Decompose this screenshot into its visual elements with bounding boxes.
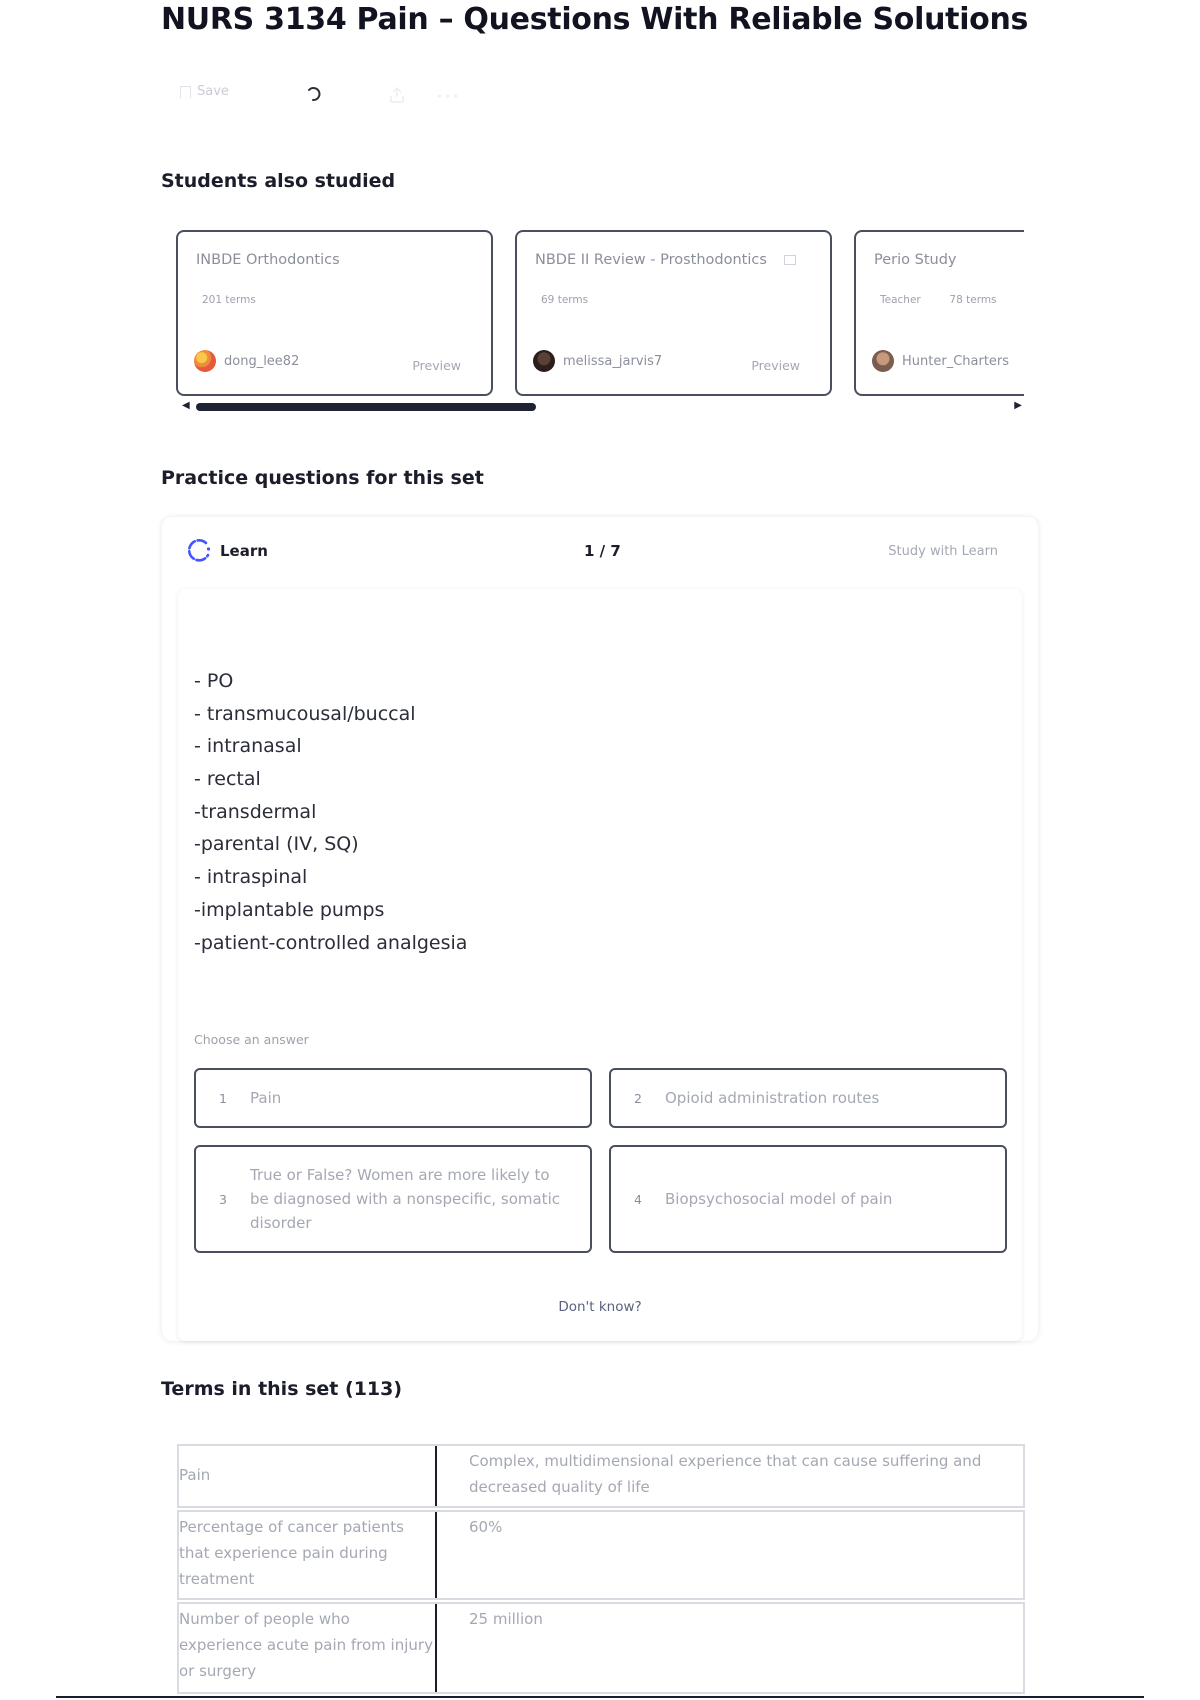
learn-mode-label: Learn [220,542,268,560]
answer-option-4[interactable] [609,1145,1007,1253]
preview-button[interactable]: Preview [751,358,800,373]
author-name: dong_lee82 [224,353,300,369]
term-row [177,1510,1025,1600]
learn-panel [162,517,1038,1341]
question-prompt [194,665,467,959]
badge-icon [784,255,796,265]
term-divider [435,1604,437,1692]
prompt-line: - transmucousal/buccal [194,702,416,725]
dont-know-button[interactable]: Don't know? [558,1299,642,1315]
bookmark-icon [180,86,191,98]
save-label: Save [197,84,229,99]
answer-number: 1 [219,1090,227,1106]
answer-option-1[interactable] [194,1068,592,1128]
copy-button[interactable] [306,86,322,102]
save-button[interactable] [180,84,229,99]
share-icon [388,86,406,104]
card-term-count: 201 terms [202,294,256,306]
prompt-line: -parental (IV, SQ) [194,833,359,856]
card-title-text: NBDE II Review - Prosthodontics [535,252,767,268]
term-word: Percentage of cancer patients that experience pain during treatment [179,1518,404,1588]
avatar [872,350,894,372]
answer-option-3[interactable] [194,1145,592,1253]
section-heading-related: Students also studied [161,170,396,192]
divider [56,1696,1144,1698]
choose-answer-label: Choose an answer [194,1032,309,1047]
terms-table [177,1444,1025,1696]
avatar [194,350,216,372]
card-author-role: Teacher [880,294,921,306]
term-row [177,1444,1025,1508]
answer-number: 2 [634,1090,642,1106]
answer-text: Pain [250,1089,282,1107]
prompt-line: - intranasal [194,735,302,758]
term-word: Number of people who experience acute pain from injury or surgery [179,1610,433,1680]
preview-button[interactable]: Preview [412,358,461,373]
prompt-line: - intraspinal [194,866,308,889]
related-sets-carousel[interactable] [176,230,1024,416]
answer-text: Biopsychosocial model of pain [665,1190,893,1208]
section-heading-practice: Practice questions for this set [161,467,484,489]
card-title [535,252,796,268]
term-definition: 60% [469,1518,503,1536]
term-definition: Complex, multidimensional experience that can cause suffering and decreased quality of life [469,1452,982,1496]
prompt-line: -patient-controlled analgesia [194,931,468,954]
prompt-line: - rectal [194,768,261,791]
card-author[interactable] [194,350,299,372]
more-icon: ••• [436,90,461,104]
card-title: INBDE Orthodontics [196,252,340,268]
author-name: melissa_jarvis7 [563,353,663,369]
term-divider [435,1446,437,1506]
related-set-card[interactable] [854,230,1024,396]
answer-text: Opioid administration routes [665,1089,880,1107]
share-button[interactable] [388,86,406,104]
card-author[interactable] [872,350,1009,372]
term-row [177,1602,1025,1694]
prompt-line: -transdermal [194,800,317,823]
section-heading-terms: Terms in this set (113) [161,1378,403,1400]
scroll-right-icon[interactable]: ▶ [1014,400,1022,411]
prompt-line: - PO [194,670,234,692]
study-with-learn-link[interactable]: Study with Learn [888,544,998,559]
question-counter: 1 / 7 [584,542,621,560]
more-button[interactable] [436,90,460,104]
page-title: NURS 3134 Pain – Questions With Reliable Solutions [161,2,1029,37]
related-set-card[interactable] [515,230,832,396]
question-card [178,589,1022,1341]
term-divider [435,1512,437,1598]
answer-number: 4 [634,1191,642,1207]
author-name: Hunter_Charters [902,353,1010,369]
scrollbar-thumb[interactable] [196,403,536,411]
term-definition: 25 million [469,1610,543,1628]
card-meta [880,294,997,306]
scroll-left-icon[interactable]: ◀ [182,400,190,411]
card-author[interactable] [533,350,662,372]
refresh-icon [306,86,322,102]
card-term-count: 78 terms [949,294,997,306]
card-title: Perio Study [874,252,957,268]
card-term-count: 69 terms [541,294,589,306]
answer-option-2[interactable] [609,1068,1007,1128]
answer-text: True or False? Women are more likely to be diagnosed with a nonspecific, somatic disorder [250,1166,560,1232]
avatar [533,350,555,372]
answer-number: 3 [219,1191,227,1207]
carousel-scrollbar[interactable] [182,400,1022,414]
term-word: Pain [179,1466,211,1484]
related-set-card[interactable] [176,230,493,396]
learn-icon [186,538,212,564]
prompt-line: -implantable pumps [194,898,385,921]
